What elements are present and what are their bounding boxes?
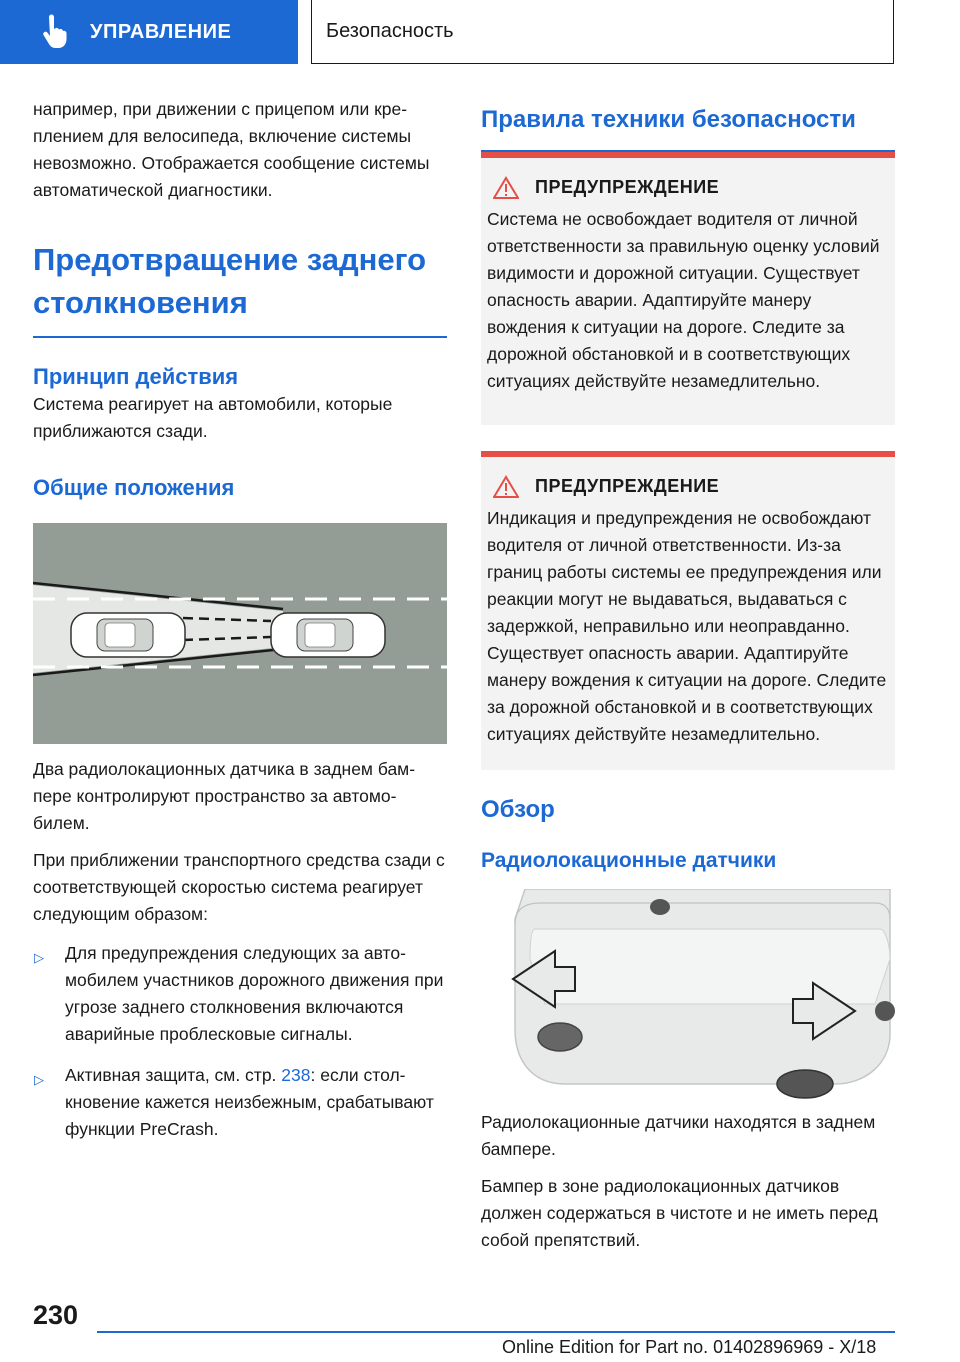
radar-clean-text: Бампер в зоне радиолокационных датчиков должен содержаться в чистоте и не иметь перед собой препятствий. — [481, 1175, 878, 1250]
warning-triangle-icon — [493, 176, 519, 200]
warning-triangle-icon — [493, 475, 519, 499]
hand-pointer-icon — [38, 14, 68, 50]
edition-footer: Online Edition for Part no. 01402896969 - X/18 — [502, 1337, 877, 1357]
bullet-text-before: Активная защита, см. стр. — [65, 1064, 282, 1085]
front-car — [271, 613, 385, 657]
bullet-text-after: : если столкновение кажется неизбежным, срабатывают функции PreCrash. — [65, 1064, 434, 1139]
radar-heading: Радиолокационные датчики — [481, 848, 777, 872]
footer-rule — [97, 1331, 895, 1333]
principle-heading: Принцип действия — [33, 363, 239, 389]
rules-heading: Правила техники безопасности — [481, 106, 856, 133]
warning-text: Система не освобождает водителя от личной ответственности за правильную оценку условий видимости и дорожной ситуации. Существует опасность аварии. Адаптируйте манеру вождения к ситуации на дороге. Следите за дорожной обстановкой и в соответствующих ситуациях действуйте незамедлительно. — [487, 208, 880, 391]
bullet-text: Для предупреждения следующих за автомобилем участников дорожного движения при угрозе заднего столкновения включаются аварийные проблесковые сигналы. — [65, 942, 444, 1044]
section-title-rule — [33, 336, 447, 338]
warning-box — [481, 451, 895, 770]
overview-heading: Обзор — [481, 795, 555, 823]
warning-box — [481, 152, 895, 425]
header-section-tab[interactable] — [0, 0, 298, 64]
general-heading: Общие положения — [33, 474, 235, 500]
header-chapter-box — [311, 0, 894, 64]
rear-collision-illustration — [33, 523, 447, 744]
header-section-label: УПРАВЛЕНИЕ — [90, 20, 232, 43]
sensors-paragraph: Два радиолокационных датчика в заднем бампере контролируют пространство за автомобилем. — [33, 758, 416, 833]
principle-text: Система реагирует на автомобили, которые приближаются сзади. — [33, 393, 393, 441]
rear-car — [71, 613, 185, 657]
page-number: 230 — [33, 1300, 79, 1330]
list-item — [33, 1062, 447, 1143]
list-item — [33, 940, 447, 1048]
warning-title: ПРЕДУПРЕЖДЕНИЕ — [535, 177, 720, 197]
right-column — [481, 96, 895, 1264]
warning-title: ПРЕДУПРЕЖДЕНИЕ — [535, 476, 720, 496]
radar-location-text: Радиолокационные датчики находятся в заднем бампере. — [481, 1111, 876, 1159]
radar-sensor-figure — [505, 889, 895, 1099]
bullet-triangle-icon: ▷ — [34, 1071, 44, 1087]
left-column — [33, 96, 447, 1157]
approach-paragraph: При приближении транспортного средства сзади с соответствующей скоростью система реагирует следующим образом: — [33, 849, 445, 924]
page-reference-link[interactable]: 238 — [281, 1064, 311, 1085]
warning-text: Индикация и предупреждения не освобождают водителя от личной ответственности. Из-за границ работы системы ее предупреждения или реакции могут не выдаваться, выдаваться с задержкой, неправильно или неоправданно. Существует опасность аварии. Адаптируйте манеру вождения к ситуации на дороге. Следите за дорожной обстановкой и в соответствующих ситуациях действуйте незамедлительно. — [487, 507, 887, 744]
intro-paragraph: например, при движении с прицепом или креплением для велосипеда, включение системы невозможно. Отображается сообщение системы автоматической диагностики. — [33, 99, 430, 200]
header-chapter-label: Безопасность — [326, 20, 454, 42]
rear-collision-figure — [33, 523, 447, 744]
rear-bumper-illustration — [505, 889, 895, 1099]
bullet-triangle-icon: ▷ — [34, 949, 44, 965]
section-title: Предотвращение заднего столкновения — [33, 242, 427, 320]
